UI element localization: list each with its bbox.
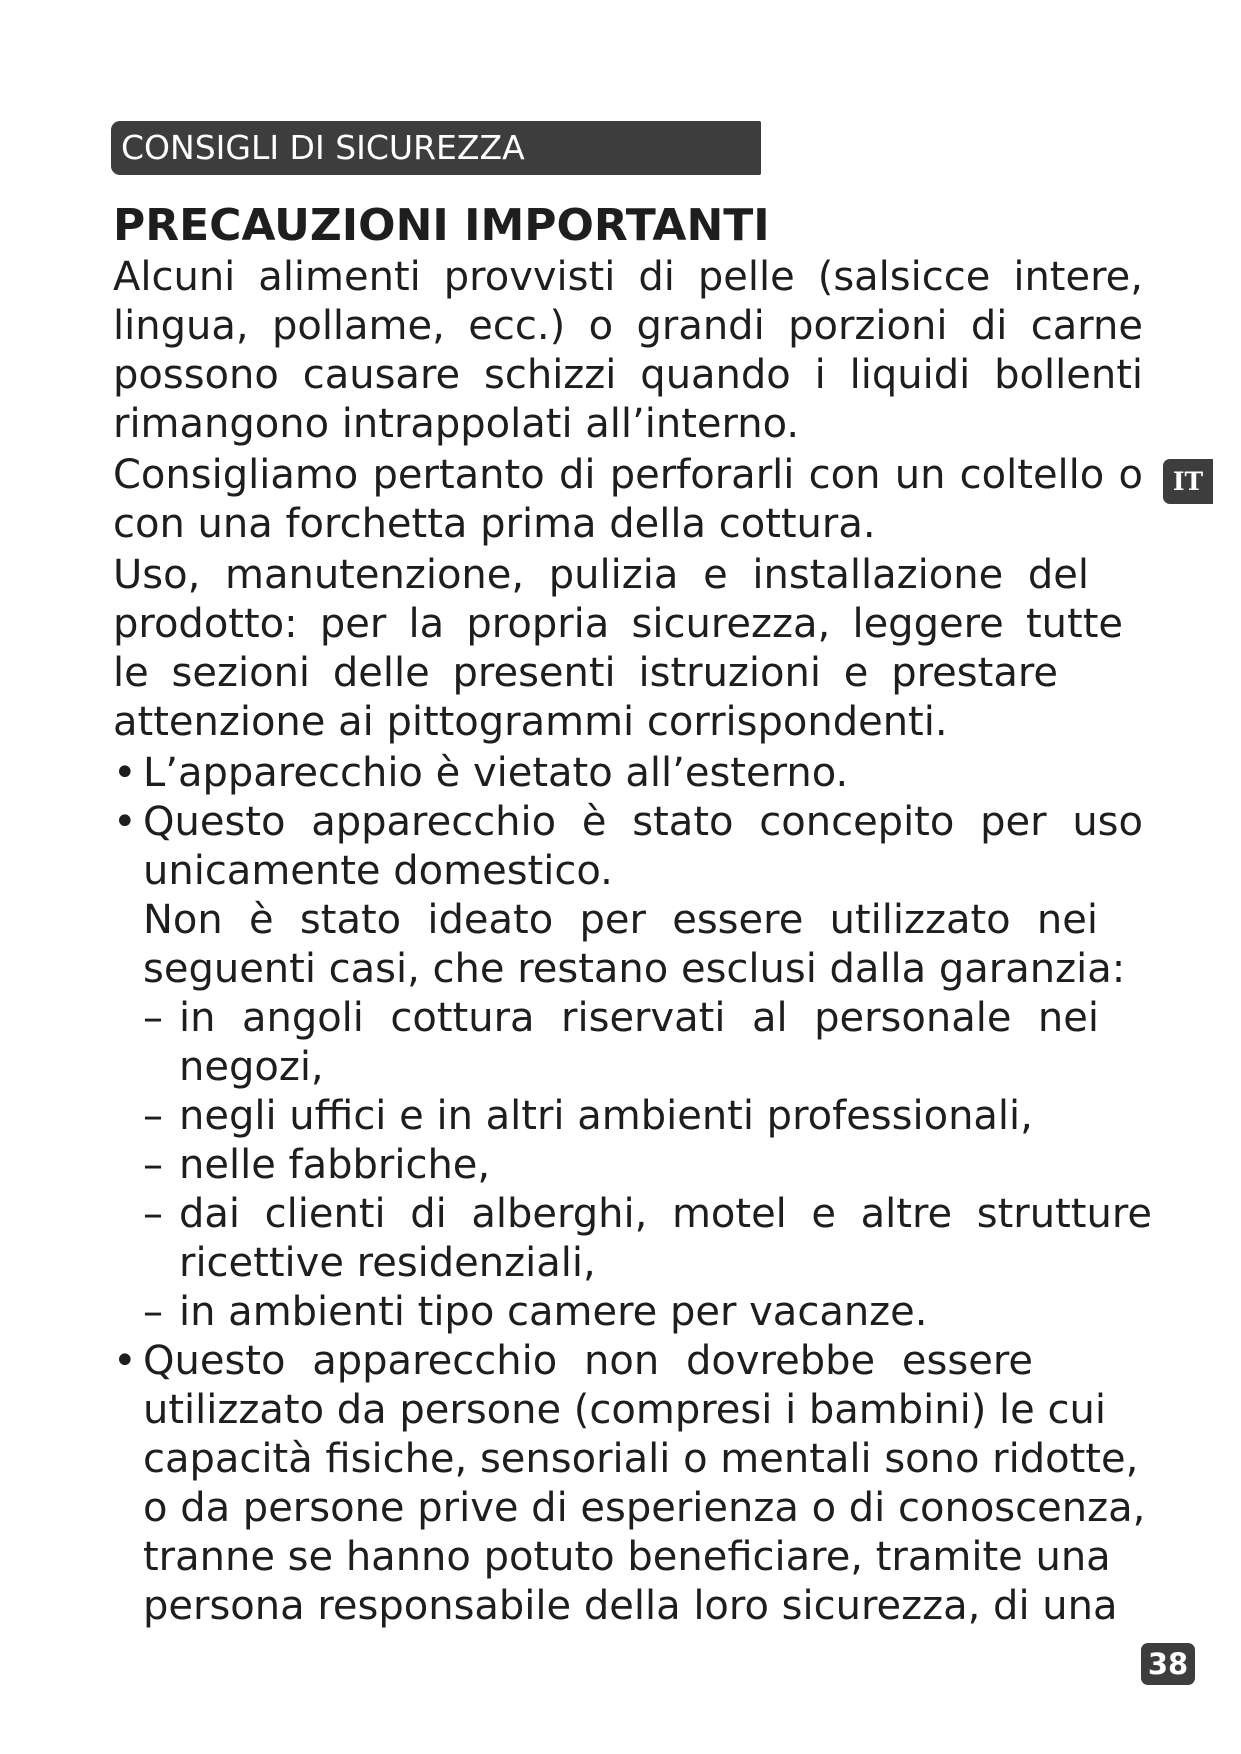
text-line: Alcuni alimenti provvisti di pelle (salsicce intere, — [113, 254, 1143, 300]
bullet-marker: • — [113, 1338, 137, 1384]
sub-item — [113, 994, 1163, 1092]
text-line: negozi, — [179, 1044, 324, 1090]
text-line: in ambienti tipo camere per vacanze. — [179, 1289, 928, 1335]
paragraph-advice — [113, 451, 1143, 549]
text-line: possono causare schizzi quando i liquidi bollenti — [113, 352, 1143, 398]
text-line: o da persone prive di esperienza o di conoscenza, — [143, 1485, 1146, 1531]
dash-marker: – — [143, 1142, 163, 1188]
section-title: CONSIGLI DI SICUREZZA — [121, 128, 525, 167]
section-banner — [111, 121, 761, 175]
text-line: attenzione ai pittogrammi corrispondenti. — [113, 699, 948, 745]
text-line: persona responsabile della loro sicurezza, di una — [143, 1583, 1118, 1629]
page-number: 38 — [1147, 1647, 1189, 1681]
sub-item — [113, 1288, 1163, 1337]
document-body — [113, 200, 1163, 1631]
dash-marker: – — [143, 995, 163, 1041]
text-line: unicamente domestico. — [143, 848, 613, 894]
text-line: Consigliamo pertanto di perforarli con un coltello o — [113, 452, 1143, 498]
language-label: IT — [1172, 467, 1204, 496]
text-line: nelle fabbriche, — [179, 1142, 491, 1188]
sub-item — [113, 1190, 1163, 1288]
text-line: negli uffici e in altri ambienti professionali, — [179, 1093, 1033, 1139]
dash-marker: – — [143, 1289, 163, 1335]
bullet-marker: • — [113, 750, 137, 796]
text-line: con una forchetta prima della cottura. — [113, 501, 876, 547]
bullet-item — [113, 749, 1163, 798]
text-line: ricettive residenziali, — [179, 1240, 596, 1286]
text-line: L’apparecchio è vietato all’esterno. — [143, 750, 849, 796]
text-line: utilizzato da persone (compresi i bambini) le cui — [143, 1387, 1106, 1433]
text-line: dai clienti di alberghi, motel e altre strutture — [179, 1191, 1152, 1237]
text-line: in angoli cottura riservati al personale nei — [179, 995, 1099, 1041]
page-number-badge — [1141, 1643, 1195, 1685]
dash-marker: – — [143, 1093, 163, 1139]
bullet-marker: • — [113, 799, 137, 845]
text-line: capacità fisiche, sensoriali o mentali sono ridotte, — [143, 1436, 1139, 1482]
page-heading: PRECAUZIONI IMPORTANTI — [113, 200, 770, 251]
paragraph-intro — [113, 253, 1143, 449]
text-line: seguenti casi, che restano esclusi dalla garanzia: — [143, 946, 1126, 992]
text-line: rimangono intrappolati all’interno. — [113, 401, 800, 447]
sub-item — [113, 1141, 1163, 1190]
sub-item — [113, 1092, 1163, 1141]
language-tab — [1163, 459, 1213, 504]
text-line: Non è stato ideato per essere utilizzato nei — [143, 897, 1098, 943]
dash-marker: – — [143, 1191, 163, 1237]
paragraph-usage — [113, 551, 1123, 747]
bullet-item — [113, 1337, 1163, 1631]
text-line: Questo apparecchio non dovrebbe essere — [143, 1338, 1033, 1384]
text-line: lingua, pollame, ecc.) o grandi porzioni di carne — [113, 303, 1143, 349]
text-line: le sezioni delle presenti istruzioni e prestare — [113, 650, 1058, 696]
text-line: Questo apparecchio è stato concepito per uso — [143, 799, 1143, 845]
bullet-item — [113, 798, 1163, 1337]
text-line: Uso, manutenzione, pulizia e installazione del — [113, 552, 1089, 598]
text-line: tranne se hanno potuto beneficiare, tramite una — [143, 1534, 1111, 1580]
text-line: prodotto: per la propria sicurezza, leggere tutte — [113, 601, 1123, 647]
